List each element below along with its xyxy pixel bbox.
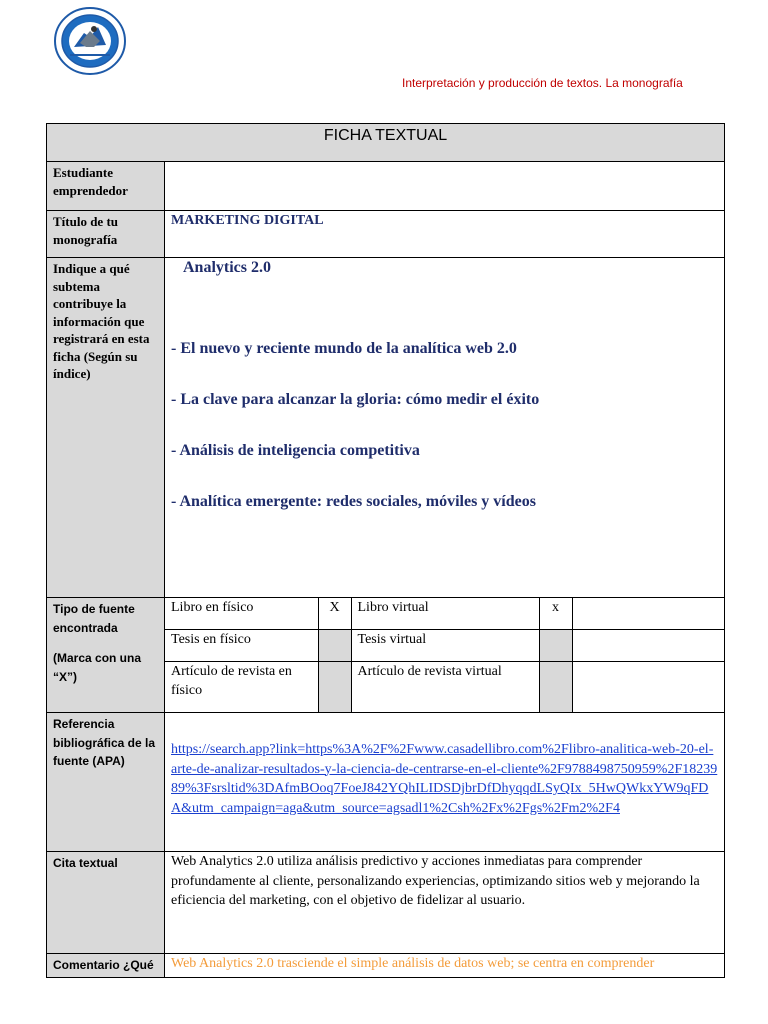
ficha-title: FICHA TEXTUAL [323, 127, 448, 144]
subtema-label: Indique a qué subtema contribuye la información que registrará en esta ficha (Según su índice) [47, 258, 165, 598]
comentario-field[interactable]: Web Analytics 2.0 trasciende el simple análisis de datos web; se centra en comprender [165, 954, 725, 978]
fuente-label: Tipo de fuente encontrada [53, 602, 135, 635]
ficha-textual-table [46, 123, 725, 978]
mark-articulo-fisico[interactable] [318, 661, 351, 712]
mark-articulo-virtual[interactable] [539, 661, 572, 712]
option-blank [572, 598, 725, 629]
referencia-field [165, 713, 725, 852]
option-libro-fisico: Libro en físico [165, 598, 318, 629]
subtema-item: - El nuevo y reciente mundo de la analítica web 2.0 [171, 340, 517, 357]
subtema-item: - Análisis de inteligencia competitiva [171, 442, 420, 459]
option-tesis-virtual: Tesis virtual [351, 629, 539, 661]
mark-libro-virtual[interactable]: x [539, 598, 572, 629]
option-articulo-fisico: Artículo de revista en físico [165, 661, 318, 712]
titulo-field[interactable]: MARKETING DIGITAL [165, 211, 725, 258]
option-blank [572, 629, 725, 661]
estudiante-label: Estudiante emprendedor [47, 162, 165, 211]
referencia-label: Referencia bibliográfica de la fuente (APA) [47, 713, 165, 852]
titulo-label: Título de tu monografía [47, 211, 165, 258]
subtema-lead: Analytics 2.0 [183, 259, 271, 276]
subtema-item: - La clave para alcanzar la gloria: cómo medir el éxito [171, 391, 540, 408]
course-title: Interpretación y producción de textos. La monografía [402, 76, 683, 90]
estudiante-field[interactable] [165, 162, 725, 211]
fuente-label-cell [47, 598, 165, 713]
cita-field[interactable]: Web Analytics 2.0 utiliza análisis predictivo y acciones inmediatas para comprender profundamente al cliente, personalizando experiencias, optimizando sitios web y mejorando la eficiencia del marketing, con el objetivo de fidelizar al usuario. [165, 852, 725, 954]
option-libro-virtual: Libro virtual [351, 598, 539, 629]
mark-libro-fisico[interactable]: X [318, 598, 351, 629]
fuente-note: (Marca con una “X”) [53, 651, 142, 684]
ficha-title-cell [47, 124, 725, 162]
cita-label: Cita textual [47, 852, 165, 954]
subtema-field[interactable] [165, 258, 725, 598]
mark-tesis-virtual[interactable] [539, 629, 572, 661]
subtema-item: - Analítica emergente: redes sociales, móviles y vídeos [171, 493, 536, 510]
mark-tesis-fisico[interactable] [318, 629, 351, 661]
option-tesis-fisico: Tesis en físico [165, 629, 318, 661]
fuente-options-grid [165, 598, 725, 712]
option-articulo-virtual: Artículo de revista virtual [351, 661, 539, 712]
option-blank [572, 661, 725, 712]
institution-seal [54, 7, 126, 75]
fuente-options-cell [165, 598, 725, 713]
referencia-link[interactable]: https://search.app?link=https%3A%2F%2Fwww.casadellibro.com%2Flibro-analitica-web-20-el-arte-de-analizar-resultados-y-la-ciencia-de-centrarse-en-el-cliente%2F9788498750959%2F1823989%3Fsrsltid%3DAfmBOoq7FoeJ842YQhILIDSDjbrDfDhyqqdLSyQIx_5HwQWkxYW9qFDA&utm_campaign=aga&utm_source=agsadl1%2Csh%2Fx%2Fgs%2Fm2%2F4 [171, 742, 718, 816]
comentario-label: Comentario ¿Qué [47, 954, 165, 978]
